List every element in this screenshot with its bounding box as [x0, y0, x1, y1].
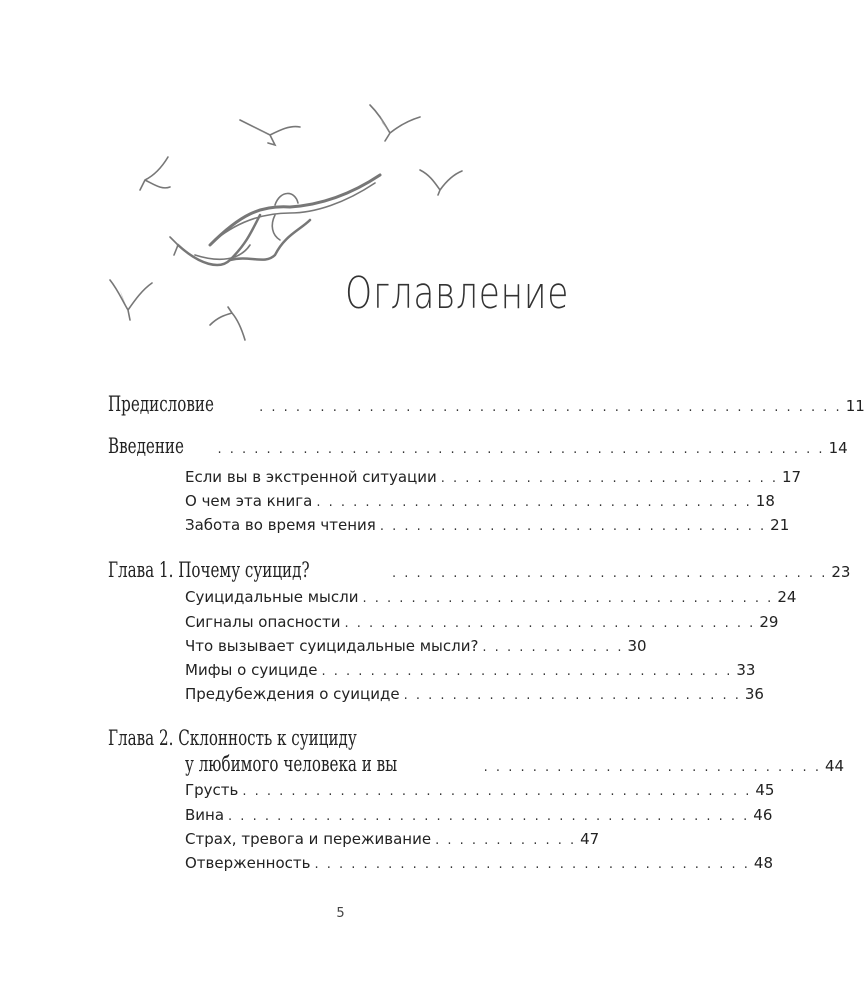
dot-leader: . . . . . . . . . . . . . . . . . . . . . . . . . . . . . . . . . . . . — [391, 566, 828, 581]
dot-leader: . . . . . . . . . . . . . . . . . . . . . . . . . . . . . . . . . . — [362, 591, 774, 606]
toc-entry-label: Предубеждения о суициде — [185, 685, 400, 703]
toc-entry-page: 11 — [845, 397, 865, 415]
toc-entry[interactable] — [185, 752, 845, 776]
toc-entry-label: Введение — [108, 434, 184, 458]
dot-leader: . . . . . . . . . . . . . . . . . . . . . . . . . . . . . . . . . . . . . . . . . . . . . . . . — [259, 400, 842, 415]
toc-entry[interactable] — [185, 661, 756, 679]
toc-entry[interactable] — [185, 854, 773, 872]
toc-entry-page: 30 — [627, 637, 647, 655]
toc-entry[interactable] — [108, 392, 865, 416]
toc-entry-page: 48 — [753, 854, 773, 872]
toc-entry-page: 24 — [777, 588, 797, 606]
toc-entry-page: 14 — [828, 439, 848, 457]
toc-entry[interactable] — [185, 637, 647, 655]
toc-entry-label: Глава 1. Почему суицид? — [108, 558, 310, 582]
toc-entry-page: 46 — [753, 806, 773, 824]
toc-entry-label: Мифы о суициде — [185, 661, 318, 679]
toc-entry[interactable] — [185, 806, 773, 824]
toc-entry-label: О чем эта книга — [185, 492, 313, 510]
toc-entry-label: Если вы в экстренной ситуации — [185, 468, 437, 486]
toc-entry-label: Страх, тревога и переживание — [185, 830, 432, 848]
dot-leader: . . . . . . . . . . . . . . . . . . . . . . . . . . . . — [440, 471, 779, 486]
dot-leader: . . . . . . . . . . . . . . . . . . . . . . . . . . . . . . . . . . . . . . . . . . . — [228, 809, 750, 824]
toc-entry-page: 29 — [759, 613, 779, 631]
dot-leader: . . . . . . . . . . . . . . . . . . . . . . . . . . . . . . . . . . . . — [316, 495, 752, 510]
dot-leader: . . . . . . . . . . . . — [435, 833, 577, 848]
toc-entry-label: Предисловие — [108, 392, 214, 416]
toc-entry-page: 36 — [744, 685, 764, 703]
toc-entry[interactable] — [185, 516, 790, 534]
toc-entry-label: Грусть — [185, 781, 239, 799]
toc-entry-label: Суицидальные мысли — [185, 588, 359, 606]
toc-entry[interactable] — [185, 781, 775, 799]
toc-entry-label-continuation: у любимого человека и вы — [185, 752, 398, 776]
toc-entry[interactable] — [185, 468, 802, 486]
dot-leader: . . . . . . . . . . . . . . . . . . . . . . . . . . . . — [483, 760, 821, 775]
toc-entry-label: Вина — [185, 806, 225, 824]
toc-entry[interactable] — [185, 613, 779, 631]
toc-entry-page: 18 — [755, 492, 775, 510]
toc-entry-line1[interactable] — [108, 726, 568, 750]
toc-entry[interactable] — [185, 588, 797, 606]
toc-entry-page: 21 — [770, 516, 790, 534]
toc-entry-label: Сигналы опасности — [185, 613, 341, 631]
toc-entry-label: Глава 2. Склонность к суициду — [108, 726, 357, 750]
dot-leader: . . . . . . . . . . . . . . . . . . . . . . . . . . . . . . . . . . — [344, 616, 756, 631]
toc-entry-page: 23 — [831, 563, 851, 581]
page-number: 5 — [336, 906, 345, 921]
dot-leader: . . . . . . . . . . . . . . . . . . . . . . . . . . . . . . . . . . . . — [314, 857, 750, 872]
toc-entry[interactable] — [185, 830, 600, 848]
dot-leader: . . . . . . . . . . . . . . . . . . . . . . . . . . . . . . . . . . . . . . . . . . — [242, 784, 752, 799]
dot-leader: . . . . . . . . . . . . . . . . . . . . . . . . . . . . . . . . — [379, 519, 767, 534]
toc-entry-page: 33 — [736, 661, 756, 679]
dot-leader: . . . . . . . . . . . . . . . . . . . . . . . . . . . . . . . . . . . . . . . . . . . . . . . . . . — [217, 442, 825, 457]
toc-entry[interactable] — [185, 492, 775, 510]
toc-entry-label: Отверженность — [185, 854, 311, 872]
dot-leader: . . . . . . . . . . . . — [482, 640, 624, 655]
toc-entry[interactable] — [185, 685, 764, 703]
dot-leader: . . . . . . . . . . . . . . . . . . . . . . . . . . . . . . . . . . — [321, 664, 733, 679]
toc-entry-label: Что вызывает суицидальные мысли? — [185, 637, 479, 655]
toc-entry[interactable] — [108, 558, 851, 582]
dot-leader: . . . . . . . . . . . . . . . . . . . . . . . . . . . . — [403, 688, 741, 703]
toc-entry-page: 17 — [782, 468, 802, 486]
page-title: Оглавление — [345, 268, 569, 319]
toc-entry-page: 47 — [580, 830, 600, 848]
toc-entry-page: 44 — [824, 757, 845, 775]
toc-entry-label: Забота во время чтения — [185, 516, 376, 534]
toc-entry[interactable] — [108, 434, 848, 458]
toc-entry-page: 45 — [755, 781, 775, 799]
